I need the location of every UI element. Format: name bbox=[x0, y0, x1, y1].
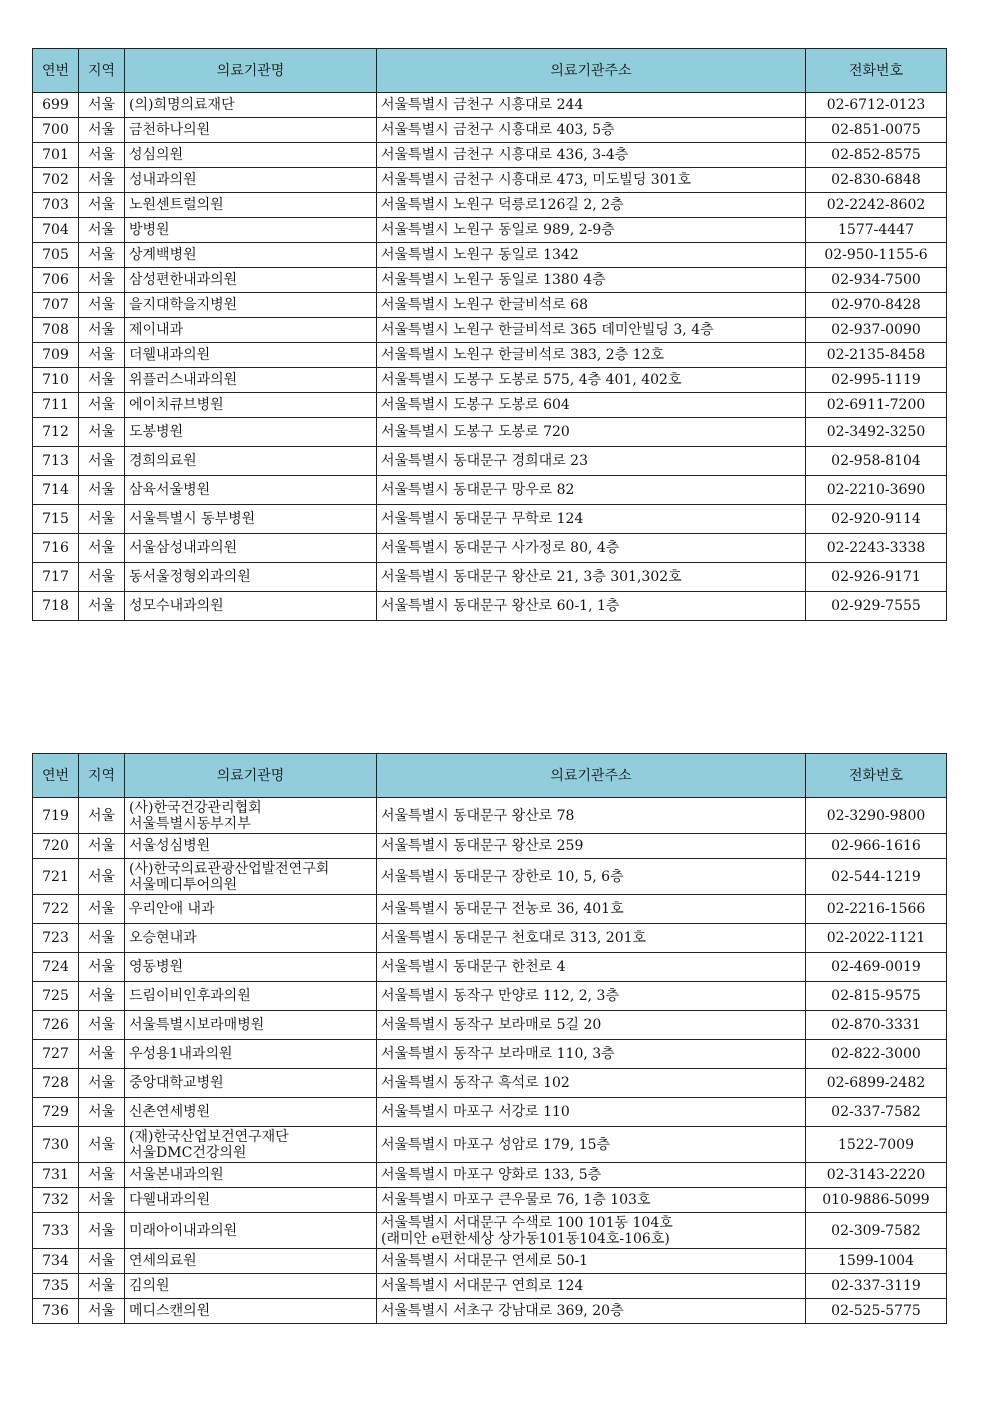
row-number: 730 bbox=[33, 1127, 79, 1163]
row-phone: 02-3143-2220 bbox=[806, 1163, 947, 1188]
row-region: 서울 bbox=[79, 168, 125, 193]
row-clinic-name: 위플러스내과의원 bbox=[125, 368, 377, 393]
table-row bbox=[33, 118, 947, 143]
clinic-table-1-body bbox=[33, 93, 947, 621]
header-no: 연번 bbox=[33, 49, 79, 93]
table-row bbox=[33, 476, 947, 505]
row-clinic-name: 우리안애 내과 bbox=[125, 895, 377, 924]
row-phone: 02-3492-3250 bbox=[806, 418, 947, 447]
table-row bbox=[33, 1098, 947, 1127]
table-row bbox=[33, 1299, 947, 1324]
row-address: 서울특별시 동작구 보라매로 5길 20 bbox=[377, 1011, 806, 1040]
row-clinic-name: 동서울정형외과의원 bbox=[125, 563, 377, 592]
table-row bbox=[33, 93, 947, 118]
row-address: 서울특별시 동대문구 왕산로 21, 3층 301,302호 bbox=[377, 563, 806, 592]
row-clinic-name: 도봉병원 bbox=[125, 418, 377, 447]
row-number: 734 bbox=[33, 1249, 79, 1274]
row-address: 서울특별시 금천구 시흥대로 244 bbox=[377, 93, 806, 118]
row-region: 서울 bbox=[79, 93, 125, 118]
row-address: 서울특별시 노원구 한글비석로 365 데미안빌딩 3, 4층 bbox=[377, 318, 806, 343]
row-address: 서울특별시 동대문구 망우로 82 bbox=[377, 476, 806, 505]
row-phone: 02-934-7500 bbox=[806, 268, 947, 293]
row-phone: 02-525-5775 bbox=[806, 1299, 947, 1324]
row-number: 709 bbox=[33, 343, 79, 368]
table-row bbox=[33, 343, 947, 368]
row-clinic-name-line2: 서울메디투어의원 bbox=[129, 876, 238, 893]
row-clinic-name: 노원센트럴의원 bbox=[125, 193, 377, 218]
row-number: 726 bbox=[33, 1011, 79, 1040]
row-region: 서울 bbox=[79, 218, 125, 243]
row-phone: 1599-1004 bbox=[806, 1249, 947, 1274]
table-row bbox=[33, 592, 947, 621]
table-row bbox=[33, 243, 947, 268]
row-number: 735 bbox=[33, 1274, 79, 1299]
row-address bbox=[377, 1213, 806, 1249]
row-region: 서울 bbox=[79, 1011, 125, 1040]
table-row bbox=[33, 1127, 947, 1163]
row-address: 서울특별시 동대문구 무학로 124 bbox=[377, 505, 806, 534]
row-number: 706 bbox=[33, 268, 79, 293]
row-region: 서울 bbox=[79, 1127, 125, 1163]
clinic-table-2-body bbox=[33, 798, 947, 1324]
row-address: 서울특별시 서초구 강남대로 369, 20층 bbox=[377, 1299, 806, 1324]
row-region: 서울 bbox=[79, 953, 125, 982]
row-region: 서울 bbox=[79, 505, 125, 534]
row-phone: 02-2022-1121 bbox=[806, 924, 947, 953]
table-row bbox=[33, 1188, 947, 1213]
row-phone: 02-3290-9800 bbox=[806, 798, 947, 834]
row-phone: 02-920-9114 bbox=[806, 505, 947, 534]
table-row bbox=[33, 368, 947, 393]
row-region: 서울 bbox=[79, 418, 125, 447]
row-address: 서울특별시 도봉구 도봉로 720 bbox=[377, 418, 806, 447]
row-region: 서울 bbox=[79, 1299, 125, 1324]
row-address: 서울특별시 동대문구 전농로 36, 401호 bbox=[377, 895, 806, 924]
table-header-row bbox=[33, 49, 947, 93]
row-number: 731 bbox=[33, 1163, 79, 1188]
row-address: 서울특별시 동대문구 왕산로 60-1, 1층 bbox=[377, 592, 806, 621]
row-phone: 02-995-1119 bbox=[806, 368, 947, 393]
row-address: 서울특별시 노원구 한글비석로 383, 2층 12호 bbox=[377, 343, 806, 368]
row-address: 서울특별시 마포구 큰우물로 76, 1층 103호 bbox=[377, 1188, 806, 1213]
row-phone: 02-544-1219 bbox=[806, 859, 947, 895]
row-clinic-name: 다웰내과의원 bbox=[125, 1188, 377, 1213]
row-clinic-name: 영동병원 bbox=[125, 953, 377, 982]
row-clinic-name: 오승현내과 bbox=[125, 924, 377, 953]
row-clinic-name: 성내과의원 bbox=[125, 168, 377, 193]
row-number: 707 bbox=[33, 293, 79, 318]
row-number: 701 bbox=[33, 143, 79, 168]
row-clinic-name bbox=[125, 1127, 377, 1163]
row-number: 715 bbox=[33, 505, 79, 534]
row-phone: 1577-4447 bbox=[806, 218, 947, 243]
row-number: 714 bbox=[33, 476, 79, 505]
row-clinic-name: 성모수내과의원 bbox=[125, 592, 377, 621]
row-clinic-name: 방병원 bbox=[125, 218, 377, 243]
row-clinic-name: 미래아이내과의원 bbox=[125, 1213, 377, 1249]
row-address: 서울특별시 동대문구 천호대로 313, 201호 bbox=[377, 924, 806, 953]
table-row bbox=[33, 447, 947, 476]
row-clinic-name-line1: (사)한국의료관광산업발전연구회 bbox=[129, 860, 330, 877]
row-phone: 02-2216-1566 bbox=[806, 895, 947, 924]
table-row bbox=[33, 953, 947, 982]
row-phone: 02-2243-3338 bbox=[806, 534, 947, 563]
row-phone: 02-937-0090 bbox=[806, 318, 947, 343]
row-number: 718 bbox=[33, 592, 79, 621]
row-address: 서울특별시 마포구 성암로 179, 15층 bbox=[377, 1127, 806, 1163]
row-clinic-name: 서울특별시 동부병원 bbox=[125, 505, 377, 534]
row-phone: 010-9886-5099 bbox=[806, 1188, 947, 1213]
row-clinic-name: 을지대학을지병원 bbox=[125, 293, 377, 318]
row-number: 700 bbox=[33, 118, 79, 143]
row-clinic-name-line1: (사)한국건강관리협회 bbox=[129, 799, 262, 816]
table-row bbox=[33, 268, 947, 293]
row-clinic-name-line2: 서울DMC건강의원 bbox=[129, 1144, 247, 1161]
row-region: 서울 bbox=[79, 343, 125, 368]
row-address: 서울특별시 도봉구 도봉로 575, 4층 401, 402호 bbox=[377, 368, 806, 393]
row-region: 서울 bbox=[79, 834, 125, 859]
row-address: 서울특별시 금천구 시흥대로 436, 3-4층 bbox=[377, 143, 806, 168]
row-region: 서울 bbox=[79, 1098, 125, 1127]
row-region: 서울 bbox=[79, 859, 125, 895]
row-phone: 02-870-3331 bbox=[806, 1011, 947, 1040]
row-number: 721 bbox=[33, 859, 79, 895]
row-phone: 02-966-1616 bbox=[806, 834, 947, 859]
table-row bbox=[33, 143, 947, 168]
row-address: 서울특별시 도봉구 도봉로 604 bbox=[377, 393, 806, 418]
row-clinic-name: 금천하나의원 bbox=[125, 118, 377, 143]
row-phone: 02-2242-8602 bbox=[806, 193, 947, 218]
row-number: 727 bbox=[33, 1040, 79, 1069]
row-clinic-name: 김의원 bbox=[125, 1274, 377, 1299]
row-number: 733 bbox=[33, 1213, 79, 1249]
header-region: 지역 bbox=[79, 754, 125, 798]
row-clinic-name-line2: 서울특별시동부지부 bbox=[129, 815, 251, 832]
row-region: 서울 bbox=[79, 318, 125, 343]
header-address: 의료기관주소 bbox=[377, 49, 806, 93]
row-phone: 02-469-0019 bbox=[806, 953, 947, 982]
row-clinic-name: 제이내과 bbox=[125, 318, 377, 343]
row-region: 서울 bbox=[79, 1188, 125, 1213]
table-row bbox=[33, 168, 947, 193]
row-number: 736 bbox=[33, 1299, 79, 1324]
row-address: 서울특별시 동대문구 왕산로 78 bbox=[377, 798, 806, 834]
row-address: 서울특별시 동작구 흑석로 102 bbox=[377, 1069, 806, 1098]
row-region: 서울 bbox=[79, 895, 125, 924]
row-clinic-name bbox=[125, 798, 377, 834]
row-region: 서울 bbox=[79, 368, 125, 393]
row-region: 서울 bbox=[79, 592, 125, 621]
row-clinic-name: 서울성심병원 bbox=[125, 834, 377, 859]
clinic-table-1 bbox=[32, 48, 947, 621]
row-phone: 02-815-9575 bbox=[806, 982, 947, 1011]
row-number: 722 bbox=[33, 895, 79, 924]
table-row bbox=[33, 293, 947, 318]
row-clinic-name: 메디스캔의원 bbox=[125, 1299, 377, 1324]
row-clinic-name: 서울본내과의원 bbox=[125, 1163, 377, 1188]
row-address: 서울특별시 동대문구 왕산로 259 bbox=[377, 834, 806, 859]
row-phone: 02-309-7582 bbox=[806, 1213, 947, 1249]
table-row bbox=[33, 1274, 947, 1299]
table-row bbox=[33, 534, 947, 563]
row-address-line1: 서울특별시 서대문구 수색로 100 101동 104호 bbox=[381, 1214, 673, 1231]
row-clinic-name: 서울삼성내과의원 bbox=[125, 534, 377, 563]
row-region: 서울 bbox=[79, 534, 125, 563]
row-number: 703 bbox=[33, 193, 79, 218]
row-address: 서울특별시 동작구 보라매로 110, 3층 bbox=[377, 1040, 806, 1069]
row-address: 서울특별시 노원구 한글비석로 68 bbox=[377, 293, 806, 318]
row-address: 서울특별시 동대문구 장한로 10, 5, 6층 bbox=[377, 859, 806, 895]
row-number: 711 bbox=[33, 393, 79, 418]
header-name: 의료기관명 bbox=[125, 49, 377, 93]
row-address: 서울특별시 서대문구 연희로 124 bbox=[377, 1274, 806, 1299]
row-phone: 02-2210-3690 bbox=[806, 476, 947, 505]
row-region: 서울 bbox=[79, 1213, 125, 1249]
row-number: 720 bbox=[33, 834, 79, 859]
row-phone: 02-6712-0123 bbox=[806, 93, 947, 118]
row-phone: 02-337-3119 bbox=[806, 1274, 947, 1299]
row-phone: 02-929-7555 bbox=[806, 592, 947, 621]
table-row bbox=[33, 1213, 947, 1249]
row-address: 서울특별시 금천구 시흥대로 403, 5층 bbox=[377, 118, 806, 143]
row-region: 서울 bbox=[79, 563, 125, 592]
row-clinic-name: 중앙대학교병원 bbox=[125, 1069, 377, 1098]
row-address: 서울특별시 노원구 동일로 989, 2-9층 bbox=[377, 218, 806, 243]
row-clinic-name: 상계백병원 bbox=[125, 243, 377, 268]
table-row bbox=[33, 418, 947, 447]
row-address: 서울특별시 동작구 만양로 112, 2, 3층 bbox=[377, 982, 806, 1011]
row-region: 서울 bbox=[79, 1274, 125, 1299]
row-address: 서울특별시 마포구 양화로 133, 5층 bbox=[377, 1163, 806, 1188]
row-region: 서울 bbox=[79, 143, 125, 168]
row-phone: 1522-7009 bbox=[806, 1127, 947, 1163]
row-region: 서울 bbox=[79, 268, 125, 293]
row-phone: 02-926-9171 bbox=[806, 563, 947, 592]
row-number: 716 bbox=[33, 534, 79, 563]
header-phone: 전화번호 bbox=[806, 49, 947, 93]
row-number: 713 bbox=[33, 447, 79, 476]
row-number: 729 bbox=[33, 1098, 79, 1127]
table-row bbox=[33, 859, 947, 895]
row-clinic-name: 더웰내과의원 bbox=[125, 343, 377, 368]
row-number: 702 bbox=[33, 168, 79, 193]
row-phone: 02-950-1155-6 bbox=[806, 243, 947, 268]
row-number: 704 bbox=[33, 218, 79, 243]
row-phone: 02-6911-7200 bbox=[806, 393, 947, 418]
table-row bbox=[33, 1249, 947, 1274]
row-clinic-name: 서울특별시보라매병원 bbox=[125, 1011, 377, 1040]
row-clinic-name: 경희의료원 bbox=[125, 447, 377, 476]
row-region: 서울 bbox=[79, 447, 125, 476]
row-number: 728 bbox=[33, 1069, 79, 1098]
table-row bbox=[33, 982, 947, 1011]
row-clinic-name bbox=[125, 859, 377, 895]
row-region: 서울 bbox=[79, 798, 125, 834]
row-phone: 02-851-0075 bbox=[806, 118, 947, 143]
header-name: 의료기관명 bbox=[125, 754, 377, 798]
row-clinic-name: 삼육서울병원 bbox=[125, 476, 377, 505]
table-row bbox=[33, 1163, 947, 1188]
row-address-line2: (래미안 e편한세상 상가동101동104호-106호) bbox=[381, 1230, 670, 1247]
row-region: 서울 bbox=[79, 1249, 125, 1274]
row-clinic-name: 연세의료원 bbox=[125, 1249, 377, 1274]
row-clinic-name: 성심의원 bbox=[125, 143, 377, 168]
table-row bbox=[33, 218, 947, 243]
row-phone: 02-6899-2482 bbox=[806, 1069, 947, 1098]
row-region: 서울 bbox=[79, 243, 125, 268]
row-clinic-name: 신촌연세병원 bbox=[125, 1098, 377, 1127]
row-region: 서울 bbox=[79, 393, 125, 418]
table-row bbox=[33, 1069, 947, 1098]
row-clinic-name: 드림이비인후과의원 bbox=[125, 982, 377, 1011]
row-clinic-name: 삼성편한내과의원 bbox=[125, 268, 377, 293]
row-region: 서울 bbox=[79, 193, 125, 218]
row-number: 732 bbox=[33, 1188, 79, 1213]
row-number: 719 bbox=[33, 798, 79, 834]
row-phone: 02-970-8428 bbox=[806, 293, 947, 318]
table-row bbox=[33, 834, 947, 859]
row-phone: 02-337-7582 bbox=[806, 1098, 947, 1127]
row-phone: 02-852-8575 bbox=[806, 143, 947, 168]
row-clinic-name: 에이치큐브병원 bbox=[125, 393, 377, 418]
row-address: 서울특별시 노원구 동일로 1342 bbox=[377, 243, 806, 268]
row-phone: 02-2135-8458 bbox=[806, 343, 947, 368]
row-number: 723 bbox=[33, 924, 79, 953]
row-number: 705 bbox=[33, 243, 79, 268]
row-clinic-name: 우성용1내과의원 bbox=[125, 1040, 377, 1069]
row-address: 서울특별시 서대문구 연세로 50-1 bbox=[377, 1249, 806, 1274]
table-row bbox=[33, 318, 947, 343]
row-region: 서울 bbox=[79, 924, 125, 953]
row-phone: 02-958-8104 bbox=[806, 447, 947, 476]
clinic-table-2 bbox=[32, 753, 947, 1324]
row-number: 724 bbox=[33, 953, 79, 982]
table-row bbox=[33, 924, 947, 953]
table-row bbox=[33, 895, 947, 924]
row-region: 서울 bbox=[79, 982, 125, 1011]
table-row bbox=[33, 1011, 947, 1040]
header-address: 의료기관주소 bbox=[377, 754, 806, 798]
row-number: 710 bbox=[33, 368, 79, 393]
row-address: 서울특별시 동대문구 한천로 4 bbox=[377, 953, 806, 982]
table-row bbox=[33, 563, 947, 592]
header-phone: 전화번호 bbox=[806, 754, 947, 798]
row-region: 서울 bbox=[79, 1163, 125, 1188]
row-number: 699 bbox=[33, 93, 79, 118]
header-no: 연번 bbox=[33, 754, 79, 798]
table-row bbox=[33, 1040, 947, 1069]
table-header-row bbox=[33, 754, 947, 798]
row-address: 서울특별시 노원구 덕릉로126길 2, 2층 bbox=[377, 193, 806, 218]
row-number: 725 bbox=[33, 982, 79, 1011]
row-region: 서울 bbox=[79, 293, 125, 318]
row-address: 서울특별시 동대문구 경희대로 23 bbox=[377, 447, 806, 476]
row-address: 서울특별시 금천구 시흥대로 473, 미도빌딩 301호 bbox=[377, 168, 806, 193]
row-phone: 02-822-3000 bbox=[806, 1040, 947, 1069]
table-row bbox=[33, 193, 947, 218]
row-clinic-name: (의)희명의료재단 bbox=[125, 93, 377, 118]
row-phone: 02-830-6848 bbox=[806, 168, 947, 193]
header-region: 지역 bbox=[79, 49, 125, 93]
table-row bbox=[33, 798, 947, 834]
table-row bbox=[33, 393, 947, 418]
row-number: 712 bbox=[33, 418, 79, 447]
row-region: 서울 bbox=[79, 118, 125, 143]
row-region: 서울 bbox=[79, 1040, 125, 1069]
table-row bbox=[33, 505, 947, 534]
row-address: 서울특별시 마포구 서강로 110 bbox=[377, 1098, 806, 1127]
row-address: 서울특별시 동대문구 사가정로 80, 4층 bbox=[377, 534, 806, 563]
row-number: 717 bbox=[33, 563, 79, 592]
row-number: 708 bbox=[33, 318, 79, 343]
row-region: 서울 bbox=[79, 1069, 125, 1098]
row-address: 서울특별시 노원구 동일로 1380 4층 bbox=[377, 268, 806, 293]
row-clinic-name-line1: (재)한국산업보건연구재단 bbox=[129, 1128, 289, 1145]
row-region: 서울 bbox=[79, 476, 125, 505]
